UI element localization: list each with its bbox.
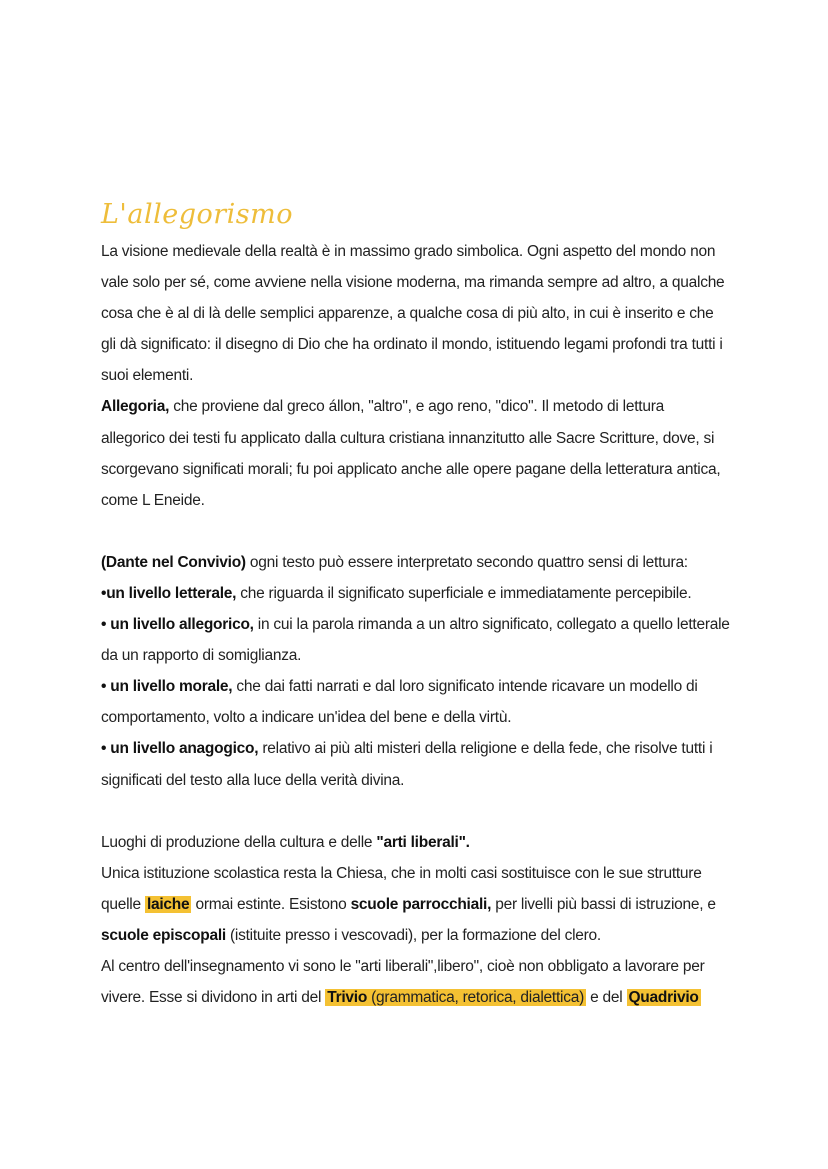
dante-paragraph: [101, 547, 731, 578]
paragraph-gap: [101, 516, 731, 547]
page-title: L'allegorismo: [101, 199, 293, 230]
scuole-parrocchiali-term: scuole parrocchiali,: [350, 895, 492, 913]
level-anagogico: [101, 733, 731, 795]
trivio-term: Trivio: [327, 989, 368, 1007]
arti-liberali-term: "arti liberali".: [376, 833, 470, 851]
allegoria-text: che proviene dal greco állon, "altro", e ago reno, "dico". Il metodo di lettura allegorico dei testi fu applicato dalla cultura cristiana innanzitutto alle Sacre Scritture, dove, si scorgevano significati morali; fu poi applicato anche alle opere pagane della letteratura antica, come L Eneide.: [101, 398, 721, 509]
level-letterale: [101, 578, 731, 609]
bullet: •: [101, 616, 111, 634]
level-term: un livello anagogico,: [110, 740, 259, 758]
luoghi-text: Luoghi di produzione della cultura e delle: [101, 833, 377, 851]
dante-term: (Dante nel Convivio): [101, 553, 246, 571]
level-term: un livello letterale,: [106, 584, 237, 602]
allegoria-term: Allegoria,: [101, 398, 170, 416]
paragraph-gap: [101, 796, 731, 827]
bullet: •: [101, 740, 111, 758]
laiche-highlight: laiche: [146, 895, 190, 913]
centro-text: Al centro dell'insegnamento vi sono le "arti liberali",libero", cioè non obbligato a lavorare per vivere. Esse si dividono in arti del: [101, 957, 705, 1007]
trivio-list: (grammatica, retorica, dialettica): [367, 989, 585, 1007]
level-text: che riguarda il significato superficiale e immediatamente percepibile.: [236, 584, 692, 602]
level-term: un livello morale,: [110, 678, 233, 696]
bullet: •: [101, 678, 111, 696]
scuole-episcopali-term: scuole episcopali: [101, 926, 226, 944]
trivio-highlight: [325, 989, 586, 1006]
centro-paragraph: [101, 951, 731, 1013]
bullet: •: [101, 584, 107, 602]
document-content: [101, 196, 731, 1013]
centro-text: e del: [586, 989, 627, 1007]
level-allegorico: [101, 609, 731, 671]
chiesa-text: ormai estinte. Esistono: [191, 895, 351, 913]
level-term: un livello allegorico,: [110, 616, 254, 634]
level-text: relativo ai più alti misteri della religione e della fede, che risolve tutti i significati del testo alla luce della verità divina.: [101, 740, 713, 789]
level-text: in cui la parola rimanda a un altro significato, collegato a quello letterale da un rapporto di somiglianza.: [101, 616, 730, 665]
luoghi-heading: [101, 827, 731, 858]
dante-text: ogni testo può essere interpretato secondo quattro sensi di lettura:: [245, 553, 688, 571]
level-text: che dai fatti narrati e dal loro significato intende ricavare un modello di comportamento, volto a indicare un'idea del bene e della virtù.: [101, 678, 698, 727]
chiesa-text: (istituite presso i vescovadi), per la formazione del clero.: [225, 926, 601, 944]
intro-paragraph: La visione medievale della realtà è in massimo grado simbolica. Ogni aspetto del mondo non vale solo per sé, come avviene nella visione moderna, ma rimanda sempre ad altro, a qualche cosa che è al di là delle semplici apparenze, a qualche cosa di più alto, in cui è inserito e che gli dà significato: il disegno di Dio che ha ordinato il mondo, istituendo legami profondi tra tutti i suoi elementi.: [101, 243, 725, 385]
chiesa-paragraph: [101, 858, 731, 951]
level-morale: [101, 671, 731, 733]
allegoria-paragraph: [101, 391, 731, 515]
chiesa-text: per livelli più bassi di istruzione, e: [491, 895, 716, 913]
chiesa-text: Unica istituzione scolastica resta la Chiesa, che in molti casi sostituisce con le sue strutture quelle: [101, 864, 702, 913]
quadrivio-highlight: Quadrivio: [628, 989, 699, 1007]
